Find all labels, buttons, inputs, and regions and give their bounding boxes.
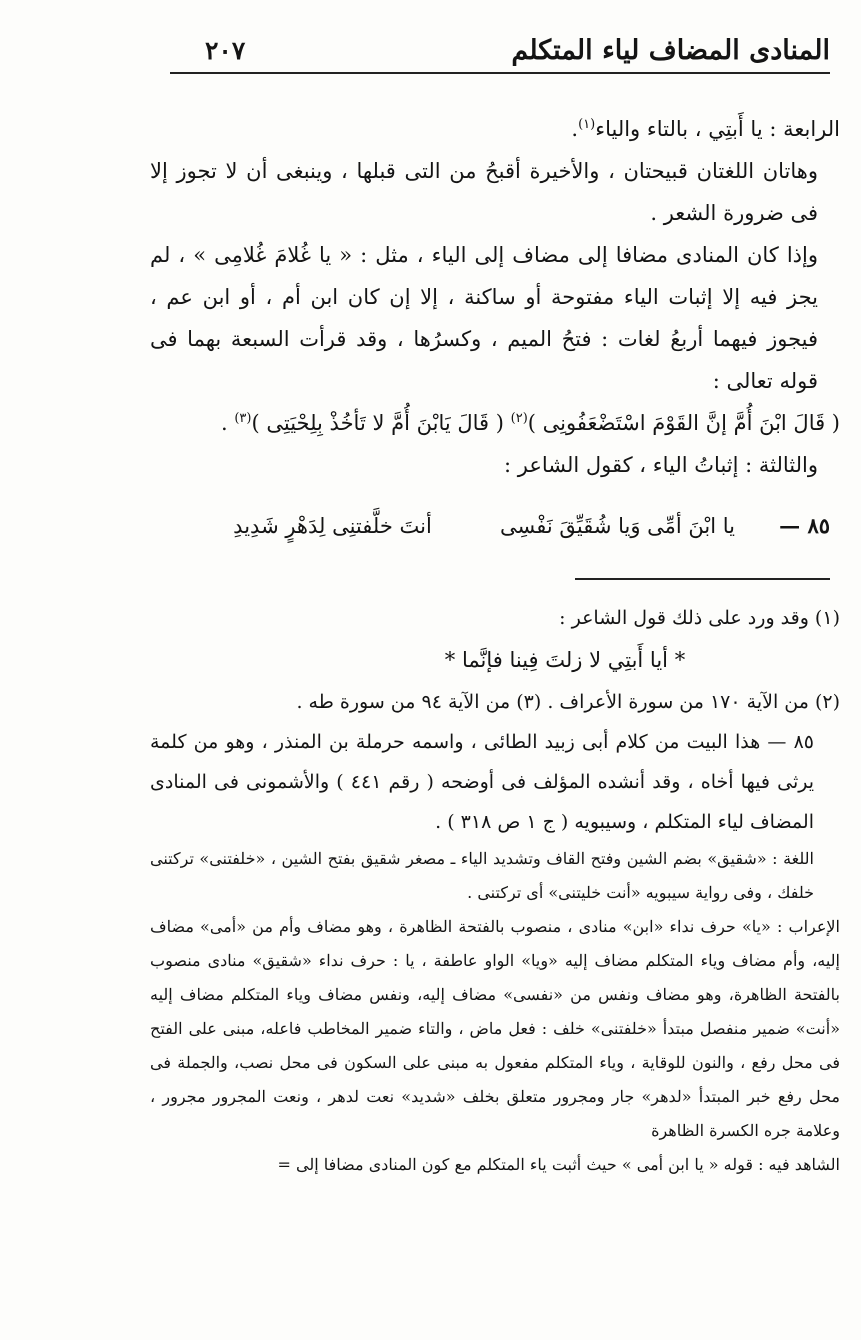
footnote-ref-1: (١) xyxy=(578,117,596,132)
footnote-1-verse: * أيا أَبتِي لا زلتَ فِينا فإنَّما * xyxy=(444,648,686,672)
verse-hemistich-2: أنتَ خلَّفتنِى لِدَهْرٍ شَدِيدِ xyxy=(233,514,432,538)
footnotes xyxy=(150,598,840,1182)
quran-quotes: ( قَالَ ابْنَ أُمَّ إنَّ القَوْمَ اسْتَضْعَفُونِى )$^{(٢)}$ ( قَالَ يَابْنَ أُمَّ لا تَأخُذْ بِلِحْيَتِى )$^{(٣)}$ . xyxy=(220,411,840,435)
footnote-separator xyxy=(575,578,830,580)
fourth-form-text: الرابعة : يا أَبتِي ، بالتاء والياء xyxy=(595,117,840,141)
main-text xyxy=(150,108,840,486)
paragraph-third-form: والثالثة : إثباتُ الياء ، كقول الشاعر : xyxy=(504,453,818,477)
footnote-shahid: الشاهد فيه : قوله « يا ابن أمى » حيث أثبت ياء المتكلم مع كون المنادى مضافا إلى = xyxy=(277,1155,840,1174)
running-title: المنادى المضاف لياء المتكلم xyxy=(511,34,830,66)
footnote-1: (١) وقد ورد على ذلك قول الشاعر : xyxy=(559,607,840,629)
verse-hemistich-1: يا ابْنَ أمِّى وَيا شُقَيِّقَ نَفْسِى xyxy=(499,514,735,538)
header-rule xyxy=(170,72,830,74)
page-number: ٢٠٧ xyxy=(205,35,246,65)
footnote-2-3: (٢) من الآية ١٧٠ من سورة الأعراف . (٣) من الآية ٩٤ من سورة طه . xyxy=(296,691,840,713)
footnote-ref-3: (٣) xyxy=(234,411,252,426)
paragraph-fourth-form: الرابعة : يا أَبتِي ، بالتاء والياء$^{(١)}$. xyxy=(571,117,840,141)
poetry-verse xyxy=(230,506,830,546)
footnote-verse-85: ٨٥ — هذا البيت من كلام أبى زبيد الطائى ، واسمه حرملة بن المنذر ، وهو من كلمة يرثى فيها أخاه ، وقد أنشده المؤلف فى أوضحه ( رقم ٤٤١ ) والأشمونى فى المنادى المضاف لياء المتكلم ، وسيبويه ( ج ١ ص ٣١٨ ) . xyxy=(150,731,814,833)
footnote-lugha: اللغة : «شقيق» بضم الشين وفتح القاف وتشديد الياء ـ مصغر شقيق بفتح الشين ، «خلفتنى» تركتنى خلفك ، وفى رواية سيبويه «أنت خليتنى» أى تركتنى . xyxy=(150,849,814,902)
verse-number: ٨٥ — xyxy=(779,513,830,538)
quran-quote-2: ( قَالَ يَابْنَ أُمَّ لا تَأخُذْ بِلِحْيَتِى ) xyxy=(251,411,504,435)
footnote-ref-2: (٢) xyxy=(510,411,528,426)
quran-quote-1: ( قَالَ ابْنَ أُمَّ إنَّ القَوْمَ اسْتَضْعَفُونِى ) xyxy=(527,411,840,435)
footnote-irab: الإعراب : «يا» حرف نداء «ابن» منادى ، منصوب بالفتحة الظاهرة ، وهو مضاف وأم من «أمى» مضاف إليه، وأم مضاف وياء المتكلم مضاف إليه «ويا» الواو عاطفة ، يا : حرف نداء «شقيق» منادى منصوب بالفتحة الظاهرة، وهو مضاف ونفس من «نفسى» مضاف إليه، ونفس مضاف وياء المتكلم مضاف إليه «أنت» ضمير منفصل مبتدأ «خلفتنى» خلف : فعل ماض ، والتاء ضمير المخاطب فاعله، مبنى على الفتح فى محل رفع ، والنون للوقاية ، وياء المتكلم مفعول به مبنى على السكون فى محل نصب، والجملة فى محل رفع خبر المبتدأ «لدهر» جار ومجرور متعلق بخلف «شديد» نعت لدهر ، ونعت المجرور مجرور ، وعلامة جره الكسرة الظاهرة xyxy=(150,917,840,1140)
paragraph-ugly-dialects: وهاتان اللغتان قبيحتان ، والأخيرة أقبحُ من التى قبلها ، وينبغى أن لا تجوز إلا فى ضرورة الشعر . xyxy=(150,159,818,225)
paragraph-double-idafa: وإذا كان المنادى مضافا إلى مضاف إلى الياء ، مثل : « يا غُلامَ غُلامِى » ، لم يجز فيه إلا إثبات الياء مفتوحة أو ساكنة ، إلا إن كان ابن أم ، أو ابن عم ، فيجوز فيهما أربعُ لغات : فتحُ الميم ، وكسرُها ، وقد قرأت السبعة بهما فى قوله تعالى : xyxy=(150,243,818,393)
running-header xyxy=(170,30,830,70)
